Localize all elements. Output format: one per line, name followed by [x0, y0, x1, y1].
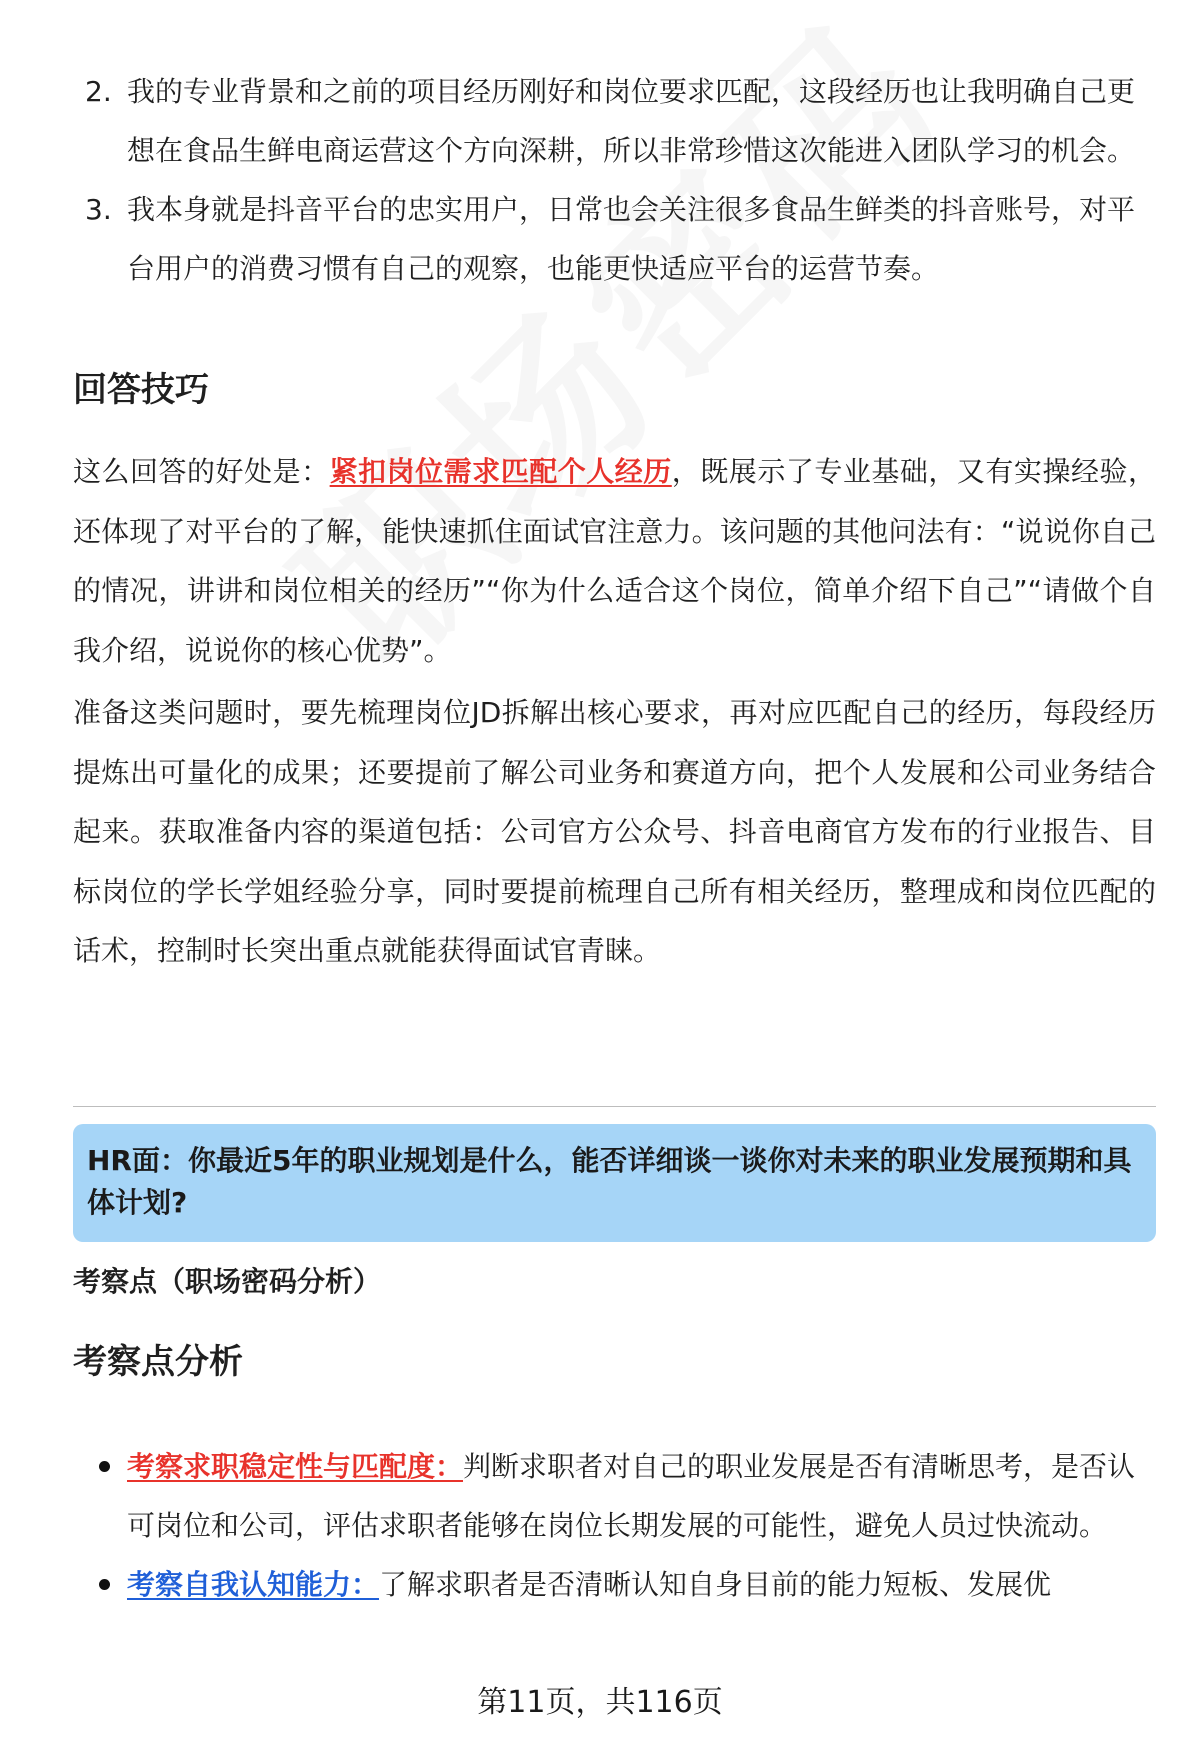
- tips-suffix: ，既展示了专业基础，又有实操经验，还体现了对平台的了解，能快速抓住面试官注意力。该问题的其他问法有：“说说你自己的情况，讲讲和岗位相关的经历”“你为什么适合这个岗位，简单介绍下自己”“请做个自我介绍，说说你的核心优势”。: [73, 455, 1156, 667]
- list-item: [73, 180, 1156, 298]
- list-number: 2.: [85, 75, 112, 108]
- section-divider: [73, 1106, 1156, 1107]
- page-footer: 第11页，共116页: [477, 1685, 723, 1720]
- question-box: [73, 1124, 1156, 1242]
- bullet-text: 了解求职者是否清晰认知自身目前的能力短板、发展优: [379, 1568, 1052, 1601]
- list-number: 3.: [85, 193, 112, 226]
- question-text: HR面：你最近5年的职业规划是什么，能否详细谈一谈你对未来的职业发展预期和具体计划?: [87, 1144, 1132, 1219]
- tips-paragraph-1: [73, 442, 1156, 680]
- exam-point-label: 考察点（职场密码分析）: [73, 1265, 382, 1298]
- bullet-title: 考察自我认知能力：: [127, 1568, 380, 1601]
- numbered-list: [73, 62, 1156, 298]
- bullet-text: 判断求职者对自己的职业发展是否有清晰思考，是否认可岗位和公司，评估求职者能够在岗位长期发展的可能性，避免人员过快流动。: [127, 1450, 1136, 1542]
- bullet-title: 考察求职稳定性与匹配度：: [127, 1450, 464, 1483]
- analysis-bullets: [73, 1437, 1156, 1614]
- tips-paragraph-2: 准备这类问题时，要先梳理岗位JD拆解出核心要求，再对应匹配自己的经历，每段经历提炼出可量化的成果；还要提前了解公司业务和赛道方向，把个人发展和公司业务结合起来。获取准备内容的渠道包括：公司官方公众号、抖音电商官方发布的行业报告、目标岗位的学长学姐经验分享，同时要提前梳理自己所有相关经历，整理成和岗位匹配的话术，控制时长突出重点就能获得面试官青睐。: [73, 696, 1156, 967]
- tips-heading: 回答技巧: [73, 370, 209, 410]
- list-item: [73, 1437, 1156, 1555]
- list-item: [73, 1555, 1156, 1614]
- tips-highlight: 紧扣岗位需求匹配个人经历: [329, 455, 672, 488]
- tips-prefix: 这么回答的好处是：: [73, 455, 330, 488]
- bullet-dot-icon: [99, 1461, 110, 1472]
- list-item: [73, 62, 1156, 180]
- analysis-heading: 考察点分析: [73, 1342, 243, 1382]
- bullet-dot-icon: [99, 1579, 110, 1590]
- list-text: 我本身就是抖音平台的忠实用户，日常也会关注很多食品生鲜类的抖音账号，对平台用户的消费习惯有自己的观察，也能更快适应平台的运营节奏。: [127, 193, 1136, 285]
- list-text: 我的专业背景和之前的项目经历刚好和岗位要求匹配，这段经历也让我明确自己更想在食品生鲜电商运营这个方向深耕，所以非常珍惜这次能进入团队学习的机会。: [127, 75, 1136, 167]
